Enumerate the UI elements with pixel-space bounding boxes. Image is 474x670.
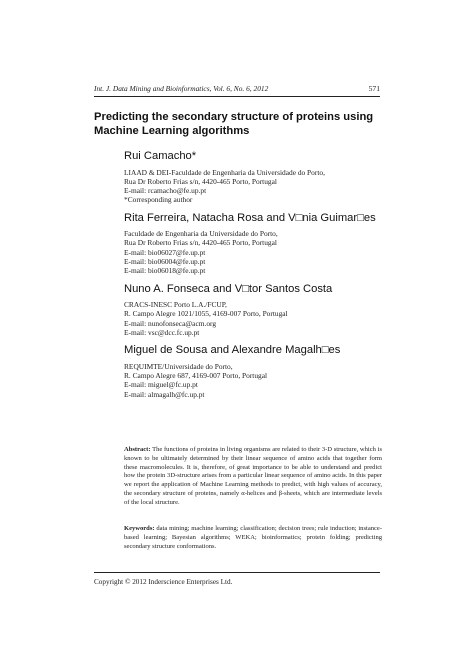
author-block bbox=[124, 212, 386, 276]
email-line: E-mail: miguel@fc.up.pt bbox=[124, 380, 198, 390]
author-block bbox=[124, 344, 386, 399]
header-rule bbox=[94, 96, 380, 97]
keywords-label: Keywords: bbox=[124, 525, 155, 532]
affiliation-line: Faculdade de Engenharia da Universidade do Porto, bbox=[124, 229, 278, 239]
abstract-text: The functions of proteins in living organisms are related to their 3-D structure, which is known to be ultimately determined by their linear sequence of amino acids that together form these macromolecules. It is, therefore, of great importance to be able to understand and predict how the protein 3D-structure arises from a particular linear sequence of amino acids. In this paper we report the application of Machine Learning methods to predict, with high values of accuracy, the secondary structure of proteins, namely α-helices and β-sheets, which are intermediate levels of the local structure. bbox=[124, 446, 382, 506]
author-affiliation bbox=[124, 168, 386, 205]
affiliation-line: R. Campo Alegre 1021/1055, 4169-007 Porto, Portugal bbox=[124, 309, 288, 319]
author-name: Rita Ferreira, Natacha Rosa and V□nia Guimar□es bbox=[124, 211, 376, 224]
affiliation-line: Rua Dr Roberto Frias s/n, 4420-465 Porto, Portugal bbox=[124, 176, 277, 186]
author-block bbox=[124, 283, 386, 338]
keywords bbox=[124, 525, 382, 551]
email-line: E-mail: vsc@dcc.fc.up.pt bbox=[124, 328, 200, 338]
email-line: E-mail: bio06004@fe.up.pt bbox=[124, 257, 206, 267]
author-affiliation bbox=[124, 362, 386, 399]
keywords-text: data mining; machine learning; classification; decision trees; rule induction; instance-based learning; Bayesian algorithms; WEKA; bioinformatics; protein folding; predicting secondary structure conformations. bbox=[124, 525, 382, 550]
affiliation-line: Rua Dr Roberto Frias s/n, 4420-465 Porto, Portugal bbox=[124, 238, 277, 248]
author-affiliation bbox=[124, 300, 386, 337]
author-list bbox=[124, 150, 386, 406]
affiliation-line: LIAAD & DEI-Faculdade de Engenharia da Universidade do Porto, bbox=[124, 167, 325, 177]
abstract bbox=[124, 446, 382, 507]
email-line: E-mail: nunofonseca@acm.org bbox=[124, 318, 217, 328]
author-name: Nuno A. Fonseca and V□tor Santos Costa bbox=[124, 282, 333, 295]
author-name: Rui Camacho* bbox=[124, 150, 197, 162]
email-line: E-mail: almagalh@fc.up.pt bbox=[124, 389, 205, 399]
abstract-label: Abstract: bbox=[124, 446, 151, 453]
affiliation-line: REQUIMTE/Universidade do Porto, bbox=[124, 361, 233, 371]
paper-title: Predicting the secondary structure of proteins using Machine Learning algorithms bbox=[94, 111, 374, 137]
email-line: E-mail: bio06018@fe.up.pt bbox=[124, 266, 206, 276]
affiliation-line: CRACS-INESC Porto L.A./FCUP, bbox=[124, 300, 227, 310]
journal-citation: Int. J. Data Mining and Bioinformatics, Vol. 6, No. 6, 2012 bbox=[94, 84, 269, 93]
author-affiliation bbox=[124, 229, 386, 275]
footer-rule bbox=[94, 572, 380, 573]
copyright-notice: Copyright © 2012 Inderscience Enterprises Ltd. bbox=[94, 578, 233, 586]
author-block bbox=[124, 150, 386, 205]
email-line: E-mail: bio06027@fe.up.pt bbox=[124, 247, 206, 257]
affiliation-line: R. Campo Alegre 687, 4169-007 Porto, Portugal bbox=[124, 371, 268, 381]
corresponding-note: *Corresponding author bbox=[124, 195, 193, 205]
author-name: Miguel de Sousa and Alexandre Magalh□es bbox=[124, 344, 341, 357]
page-number: 571 bbox=[368, 84, 380, 93]
email-line: E-mail: rcamacho@fe.up.pt bbox=[124, 186, 207, 196]
